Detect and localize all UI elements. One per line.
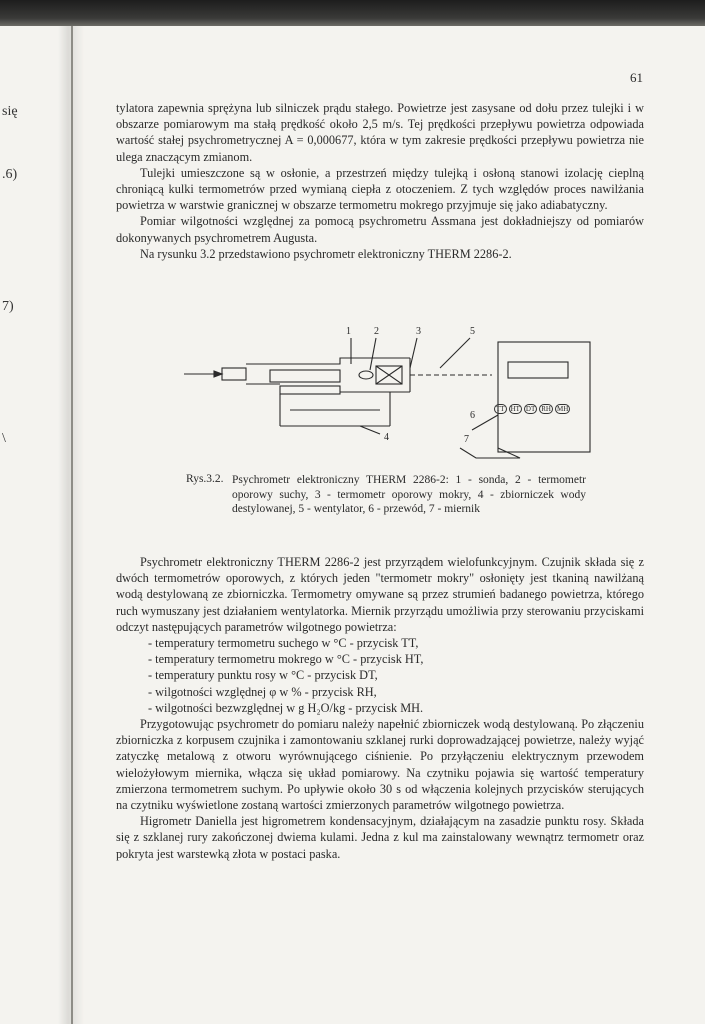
meter-button-ht: HT — [510, 405, 520, 413]
body-text-top — [116, 100, 644, 262]
figure-label-6: 6 — [470, 410, 475, 421]
figure-label-5: 5 — [470, 326, 475, 337]
paragraph: Tulejki umieszczone są w osłonie, a przestrzeń między tulejką i osłoną stanowi izolację cieplną chroniącą kulki termometrów przed wymianą ciepła z otoczeniem. Z tych względów proces nawilżania powietrza w warstwie granicznej w obszarze termometru mokrego przyjmuje się jako adiabatyczny. — [116, 165, 644, 213]
left-page-edge — [0, 26, 70, 1024]
meter-button-tt: TT — [496, 405, 505, 413]
leader-5 — [440, 338, 470, 368]
psychrometer-diagram — [180, 330, 600, 465]
left-page-fragment: 7) — [2, 299, 14, 314]
leader-7 — [460, 448, 520, 458]
psychrometer-figure — [180, 326, 600, 465]
paragraph: Na rysunku 3.2 przedstawiono psychrometr elektroniczny THERM 2286-2. — [140, 246, 512, 261]
list-item: - wilgotności bezwzględnej w g H₂O/kg - przycisk MH. — [148, 700, 424, 715]
list-item: - temperatury punktu rosy w °C - przycisk DT, — [148, 668, 378, 683]
figure-label-1: 1 — [346, 326, 351, 337]
paragraph: Higrometr Daniella jest higrometrem kondensacyjnym, działającym na zasadzie punktu rosy. Składa się z szklanej rury zakończonej dwiema kulami. Jedna z kul ma zainstalowany wewnątrz termometr oraz pokryta jest warstewką złota w postaci paska. — [116, 814, 644, 861]
leader-2 — [370, 338, 376, 370]
body-text-bottom — [116, 554, 644, 862]
list-item: - temperatury termometru mokrego w °C - przycisk HT, — [148, 652, 424, 667]
left-page-fragment: .6) — [2, 167, 18, 182]
airflow-arrow-head — [214, 371, 222, 377]
paragraph: Pomiar wilgotności względnej za pomocą psychrometru Assmana jest dokładniejszy od pomiarów dokonywanych psychrometrem Augusta. — [116, 214, 644, 245]
leader-6 — [472, 415, 498, 430]
meter-buttons — [494, 404, 594, 414]
wet-thermometer-tube — [280, 386, 340, 394]
paragraph: tylatora zapewnia sprężyna lub silniczek prądu stałego. Powietrze jest zasysane od dołu przez tulejki i w obszarze pomiarowym ma stałą prędkość około 2,5 m/s. Tej prędkości przepływu powietrza odpowiada wartość stałej psychrometrycznej A = 0,000677, która w tym zakresie prędkości przepływu powietrza nie ulega znaczącym zmianom. — [116, 101, 644, 164]
meter-body — [498, 342, 590, 452]
book-gutter-line — [71, 26, 73, 1024]
paragraph: Psychrometr elektroniczny THERM 2286-2 jest przyrządem wielofunkcyjnym. Czujnik składa się z dwóch termometrów oporowych, z których jeden "termometr mokry" osłonięty jest tkaniną nawilżaną wodą destylowaną ze zbiorniczka. Termometry omywane są przez strumień badanego powietrza, którego ruch wymuszany jest działaniem wentylatorka. Miernik przyrządu umożliwia przy sterowaniu przyciskami odczyt następujących parametrów wilgotnego powietrza: — [116, 555, 644, 634]
paragraph: Przygotowując psychrometr do pomiaru należy napełnić zbiorniczek wodą destylowaną. Po złączeniu zbiorniczka z korpusem czujnika i zamontowaniu szklanej rurki doprowadzającej powietrze, należy wyjąć zatyczkę metalową z otworu wyrównującego ciśnienie. Po przyłączeniu elektrycznym przewodem wielożyłowym miernika, włącza się układ pomiarowy. Na czytniku pojawia się wartość temperatury zmierzona termometrem suchym. Po upływie około 30 s od włączenia kolejnych przycisków sterujących na czytniku wyświetlone zostaną wartości zmierzonych parametrów wilgotnego powietrza. — [116, 717, 644, 813]
page-number: 61 — [630, 70, 643, 85]
leader-3 — [410, 338, 417, 368]
meter-button-rh: RH — [541, 405, 551, 413]
figure-label-2: 2 — [374, 326, 379, 337]
figure-label-7: 7 — [464, 434, 469, 445]
figure-label-4: 4 — [384, 432, 389, 443]
figure-caption-number: Rys.3.2. — [186, 473, 224, 485]
left-page-fragment: się — [2, 104, 18, 119]
meter-display — [508, 362, 568, 378]
intake-pipe — [222, 368, 246, 380]
parameter-list — [116, 635, 644, 716]
leader-4 — [360, 426, 380, 434]
left-page-fragment: \ — [2, 431, 6, 446]
dry-thermometer-tube — [270, 370, 340, 382]
fan-blade — [359, 371, 373, 379]
meter-button-dt: DT — [525, 405, 536, 413]
probe-top-edge — [246, 358, 410, 364]
figure-caption: Psychrometr elektroniczny THERM 2286-2: 1 - sonda, 2 - termometr oporowy suchy, 3 - termometr oporowy mokry, 4 - zbiorniczek wody destylowanej, 5 - wentylator, 6 - przewód, 7 - miernik — [232, 474, 586, 515]
list-item: - temperatury termometru suchego w °C - przycisk TT, — [148, 636, 419, 651]
meter-button-mh: MH — [556, 405, 569, 413]
figure-label-3: 3 — [416, 326, 421, 337]
scan-top-border — [0, 0, 705, 26]
list-item: - wilgotności względnej φ w % - przycisk RH, — [148, 684, 377, 699]
